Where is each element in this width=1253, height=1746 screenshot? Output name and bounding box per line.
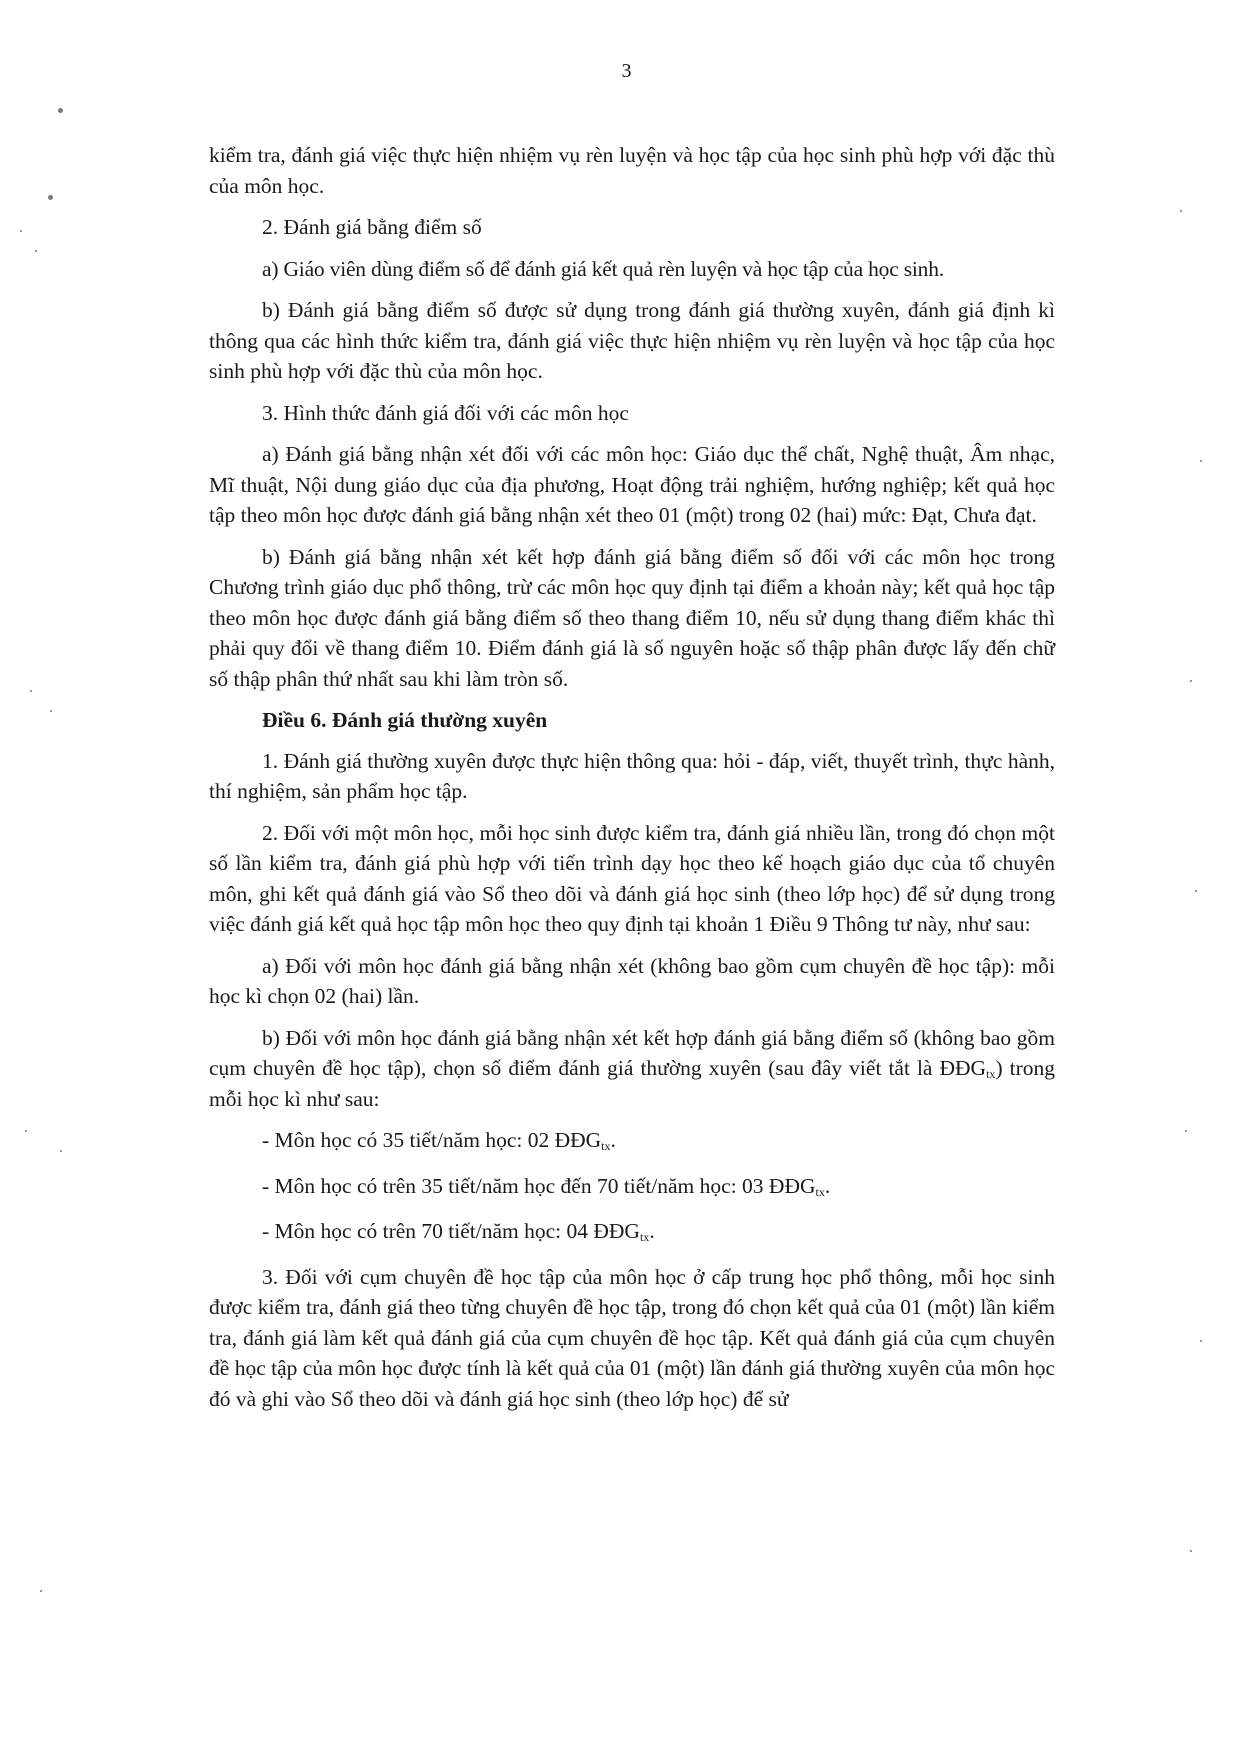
- subscript-tx: tx: [986, 1067, 996, 1081]
- section-3b: b) Đánh giá bằng nhận xét kết hợp đánh giá bằng điểm số đối với các môn học trong Chương trình giáo dục phổ thông, trừ các môn học quy định tại điểm a khoản này; kết quả học tập theo môn học được đánh giá bằng điểm số theo thang điểm 10, nếu sử dụng thang điểm khác thì phải quy đổi về thang điểm 10. Điểm đánh giá là số nguyên hoặc số thập phân được lấy đến chữ số thập phân thứ nhất sau khi làm tròn số.: [209, 544, 1055, 691]
- subscript-tx: tx: [815, 1184, 825, 1199]
- clause-2b-text: b) Đối với môn học đánh giá bằng nhận xét kết hợp đánh giá bằng điểm số (không bao gồm cụm chuyên đề học tập), chọn số điểm đánh giá thường xuyên (sau đây viết tắt là ĐĐG: [209, 1025, 1055, 1080]
- scan-speck: [1190, 1550, 1192, 1552]
- section-2a: a) Giáo viên dùng điểm số để đánh giá kết quả rèn luyện và học tập của học sinh.: [262, 256, 944, 281]
- scan-speck: [58, 108, 63, 113]
- article-6-clause-1: 1. Đánh giá thường xuyên được thực hiện thông qua: hỏi - đáp, viết, thuyết trình, thực hành, thí nghiệm, sản phẩm học tập.: [209, 748, 1055, 803]
- scan-speck: [35, 250, 37, 252]
- subscript-tx: tx: [639, 1230, 650, 1244]
- article-6-clause-2a: a) Đối với môn học đánh giá bằng nhận xét (không bao gồm cụm chuyên đề học tập): mỗi học kì chọn 02 (hai) lần.: [209, 953, 1055, 1008]
- scan-speck: [1180, 210, 1182, 212]
- bullet-end: .: [610, 1128, 616, 1152]
- paragraph-continuation: kiểm tra, đánh giá việc thực hiện nhiệm vụ rèn luyện và học tập của học sinh phù hợp với đặc thù của môn học.: [209, 143, 1055, 198]
- article-6-heading: Điều 6. Đánh giá thường xuyên: [262, 708, 548, 732]
- scan-speck: [60, 1150, 62, 1152]
- bullet-item: [209, 1171, 1055, 1202]
- scan-speck: [1195, 890, 1197, 892]
- bullet-text: - Môn học có 35 tiết/năm học: 02 ĐĐG: [262, 1128, 602, 1152]
- section-3-title: 3. Hình thức đánh giá đối với các môn học: [262, 400, 629, 425]
- clause-2b-tail: ) trong mỗi học kì như sau:: [209, 1056, 1056, 1111]
- scan-speck: [20, 230, 22, 232]
- scan-speck: [1185, 1130, 1187, 1132]
- scan-speck: [1200, 460, 1202, 462]
- section-2-title: 2. Đánh giá bằng điểm số: [262, 215, 482, 239]
- scan-speck: [30, 690, 32, 692]
- scan-speck: [1190, 680, 1192, 682]
- bullet-text: - Môn học có trên 70 tiết/năm học: 04 ĐĐG: [262, 1219, 640, 1243]
- scan-speck: [1200, 1340, 1202, 1342]
- document-body: [209, 140, 1055, 1425]
- scan-speck: [40, 1590, 42, 1592]
- scan-speck: [50, 710, 52, 712]
- bullet-end: .: [824, 1173, 831, 1198]
- scan-speck: [25, 1130, 27, 1132]
- article-6-clause-3: 3. Đối với cụm chuyên đề học tập của môn học ở cấp trung học phổ thông, mỗi học sinh được kiểm tra, đánh giá theo từng chuyên đề học tập, trong đó chọn kết quả của 01 (một) lần kiểm tra, đánh giá làm kết quả đánh giá của cụm chuyên đề học tập. Kết quả đánh giá của cụm chuyên đề học tập của môn học được tính là kết quả của 01 (một) lần đánh giá thường xuyên của môn học đó và ghi vào Sổ theo dõi và đánh giá học sinh (theo lớp học) để sử: [209, 1264, 1055, 1411]
- bullet-end: .: [649, 1219, 655, 1243]
- section-2b: b) Đánh giá bằng điểm số được sử dụng trong đánh giá thường xuyên, đánh giá định kì thông qua các hình thức kiểm tra, đánh giá việc thực hiện nhiệm vụ rèn luyện và học tập của học sinh phù hợp với đặc thù của môn học.: [209, 298, 1055, 383]
- bullet-item: [209, 1125, 1055, 1156]
- scan-speck: [48, 195, 53, 200]
- page-number: 3: [621, 60, 632, 82]
- bullet-item: [209, 1216, 1055, 1247]
- bullet-text: - Môn học có trên 35 tiết/năm học đến 70 tiết/năm học: 03 ĐĐG: [262, 1173, 816, 1198]
- article-6-clause-2b: [209, 1023, 1055, 1115]
- article-6-clause-2: 2. Đối với một môn học, mỗi học sinh được kiểm tra, đánh giá nhiều lần, trong đó chọn một số lần kiểm tra, đánh giá phù hợp với tiến trình dạy học theo kế hoạch giáo dục của tổ chuyên môn, ghi kết quả đánh giá vào Sổ theo dõi và đánh giá học sinh (theo lớp học) để sử dụng trong việc đánh giá kết quả học tập môn học theo quy định tại khoản 1 Điều 9 Thông tư này, như sau:: [209, 820, 1055, 936]
- section-3a: a) Đánh giá bằng nhận xét đối với các môn học: Giáo dục thể chất, Nghệ thuật, Âm nhạc, Mĩ thuật, Nội dung giáo dục của địa phương, Hoạt động trải nghiệm, hướng nghiệp; kết quả học tập theo môn học được đánh giá bằng nhận xét theo 01 (một) trong 02 (hai) mức: Đạt, Chưa đạt.: [209, 442, 1055, 527]
- subscript-tx: tx: [601, 1139, 611, 1153]
